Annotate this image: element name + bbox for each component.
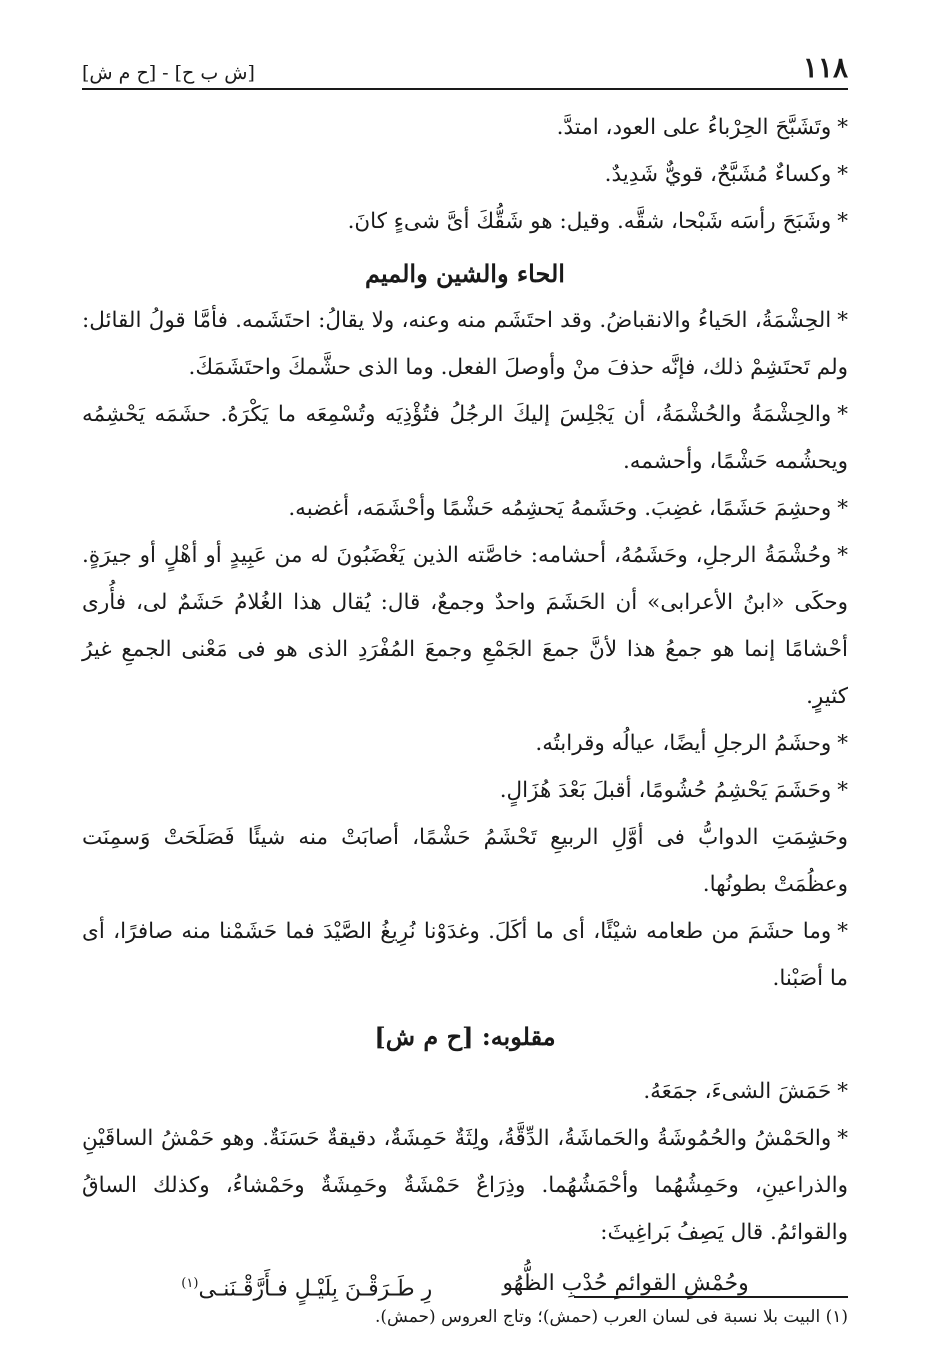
entry-text: وحَشِمَتِ الدوابُّ فى أوَّلِ الربيعِ تَحْشَمُ حَشْمًا، أصابَتْ منه شيئًا فَصَلَحَتْ وَسمِنَت وعظُمَتْ بطونُها.	[82, 825, 848, 897]
page-header	[82, 40, 848, 90]
entry-paragraph	[82, 767, 848, 814]
entry-text: وتَشَبَّحَ الحِرْباءُ على العود، امتدَّ.	[556, 115, 832, 140]
verse-second-text: رِ طَـرَقْـنَ بِلَيْـلٍ فـأَرَّقْـنَنـى	[198, 1276, 433, 1302]
verse-first-hemistich: وحُمْشِ القوائمِ حُدْبِ الظُّهُو	[502, 1271, 749, 1296]
asterisk-icon: *	[837, 543, 848, 568]
entry-paragraph	[82, 198, 848, 245]
entry-paragraph	[82, 814, 848, 908]
asterisk-icon: *	[837, 162, 848, 187]
entry-paragraph	[82, 151, 848, 198]
entry-paragraph	[82, 104, 848, 151]
entry-paragraph	[82, 908, 848, 1002]
entry-text: وحشِمَ حَشَمًا، غضِبَ. وحَشَمهُ يَحشِمُه حَشْمًا وأحْشَمَه، أغضبه.	[288, 496, 832, 521]
entry-paragraph	[82, 1115, 848, 1256]
entry-paragraph	[82, 485, 848, 532]
footnote: (١) البيت بلا نسبة فى لسان العرب (حمش)؛ وتاج العروس (حمش).	[374, 1307, 848, 1327]
entry-text: وحشَمُ الرجلِ أيضًا، عيالُه وقرابتُه.	[535, 731, 832, 756]
running-head: [ش ب ح] - [ح م ش]	[82, 62, 255, 84]
asterisk-icon: *	[837, 731, 848, 756]
footnote-divider	[574, 1296, 848, 1298]
entry-text: وما حشَمَ من طعامه شيْئًا، أى ما أكَلَ. وغدَوْنا نُرِيغُ الصَّيْدَ فما حَشَمْنا منه صافرًا، أى ما أصَبْنا.	[82, 919, 848, 991]
asterisk-icon: *	[837, 496, 848, 521]
entry-text: والحَمْشُ والحُمُوشَةُ والحَماشَةُ، الدِّقَّةُ، ولِثَةٌ حَمِشَةٌ، دقيقةٌ حَسَنَةٌ. وهو حَمْشُ الساقَيْنِ والذراعينِ، وحَمِشُهُما وأحْمَشُهُما. وذِرَاعٌ حَمْشَةٌ وحَمِشَةٌ وحَمْشاءُ، وكذلك الساقُ والقوائمُ. قال يَصِفُ بَراغِيثَ:	[82, 1126, 848, 1245]
asterisk-icon: *	[837, 402, 848, 427]
entry-text: وحُشْمَةُ الرجلِ، وحَشَمُهُ، أحشامه: خاصَّته الذين يَغْضَبُونَ له من عَبِيدٍ أو أهْلٍ أو جيرَةٍ. وحكَى «ابنُ الأعرابى» أن الحَشَمَ واحدٌ وجمعٌ، قال: يُقال هذا الغُلامُ حَشَمٌ لى، فأُرى أحْشامًا إنما هو جمعُ هذا لأنَّ جمعَ الجَمْعِ وجمعَ المُفْرَدِ الذى هو فى مَعْنى الجمعِ غيرُ كثيرٍ.	[82, 543, 848, 709]
entry-text: حَمَشَ الشىءَ، جمَعَهُ.	[643, 1079, 832, 1104]
asterisk-icon: *	[837, 308, 848, 333]
asterisk-icon: *	[837, 778, 848, 803]
entry-paragraph	[82, 720, 848, 767]
asterisk-icon: *	[837, 115, 848, 140]
entry-text: وشَبَحَ رأسَه شَبْحا، شقَّه. وقيل: هو شَقُّكَ أىَّ شىءٍ كانَ.	[347, 209, 832, 234]
footnote-marker: (١)	[181, 1276, 199, 1291]
page-body	[82, 104, 848, 1315]
book-page	[82, 40, 848, 1340]
entry-text: وحَشَمَ يَحْشِمُ حُشُومًا، أقبلَ بَعْدَ هُزَالٍ.	[499, 778, 832, 803]
entry-paragraph	[82, 532, 848, 720]
entry-paragraph	[82, 297, 848, 391]
asterisk-icon: *	[837, 1079, 848, 1104]
section-heading: الحاء والشين والميم	[365, 259, 565, 288]
page-number: ١١٨	[802, 51, 848, 84]
entry-paragraph	[82, 391, 848, 485]
asterisk-icon: *	[837, 919, 848, 944]
asterisk-icon: *	[837, 1126, 848, 1151]
asterisk-icon: *	[837, 209, 848, 234]
entry-text: الحِشْمَةُ، الحَياءُ والانقباضُ. وقد احتَشَم منه وعنه، ولا يقالُ: احتَشَمه. فأمَّا قولُ القائل: ولم تَحتَشِمْ ذلك، فإنَّه حذفَ منْ وأوصلَ الفعل. وما الذى حشَّمكَ واحتَشَمَكَ.	[82, 308, 848, 380]
entry-text: والحِشْمَةُ والحُشْمَةُ، أن يَجْلِسَ إليكَ الرجُلُ فتُؤْذِيَه وتُسْمِعَه ما يَكْرَهُ. حشَمَه يَحْشِمُه ويحشُمه حَشْمًا، وأحشمه.	[82, 402, 848, 474]
subsection-heading: مقلوبه: [ح م ش]	[374, 1022, 556, 1051]
entry-text: وكساءٌ مُشَبَّحٌ، قويٌّ شَدِيدٌ.	[604, 162, 832, 187]
entry-paragraph	[82, 1068, 848, 1115]
